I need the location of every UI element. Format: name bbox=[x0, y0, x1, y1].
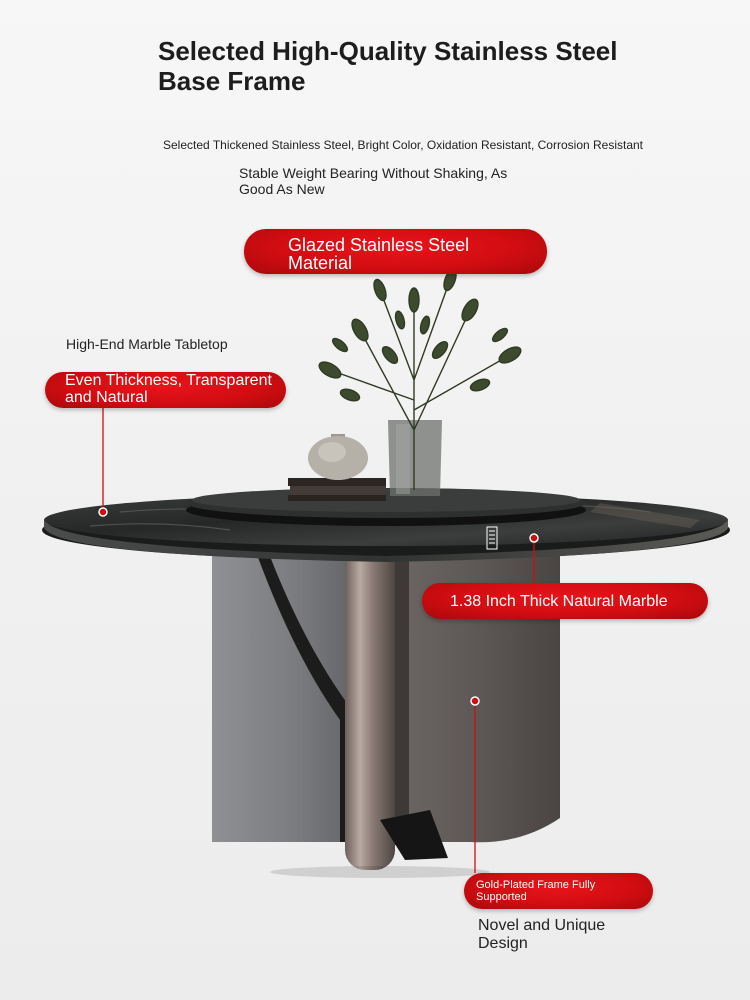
post-shadow bbox=[395, 540, 409, 845]
thick-marble-badge bbox=[422, 583, 708, 619]
feature-subtitle-2: Stable Weight Bearing Without Shaking, As Good As New bbox=[239, 165, 508, 197]
even-callout-dot bbox=[99, 508, 107, 516]
page-title: Selected High-Quality Stainless Steel Base Frame bbox=[158, 36, 618, 96]
novel-design-label: Novel and Unique Design bbox=[478, 917, 606, 952]
glazed-material-label: Glazed Stainless Steel Material bbox=[288, 235, 470, 273]
ceramic-vase-decor bbox=[308, 434, 368, 480]
gold-callout-dot bbox=[471, 697, 479, 705]
glazed-material-badge bbox=[244, 229, 547, 274]
feature-subtitle: Selected Thickened Stainless Steel, Bright Color, Oxidation Resistant, Corrosion Resistant bbox=[163, 138, 644, 152]
tabletop-label: High-End Marble Tabletop bbox=[66, 336, 228, 352]
thick-callout-dot bbox=[530, 534, 538, 542]
even-thickness-label: Even Thickness, Transparent and Natural bbox=[65, 372, 272, 406]
thick-marble-label: 1.38 Inch Thick Natural Marble bbox=[450, 593, 668, 610]
gold-frame-badge bbox=[464, 873, 653, 909]
even-thickness-badge bbox=[45, 372, 286, 408]
gold-frame-label: Gold-Plated Frame Fully Supported bbox=[476, 879, 596, 903]
books-decor bbox=[288, 478, 386, 501]
glass-vase-decor bbox=[388, 420, 442, 496]
